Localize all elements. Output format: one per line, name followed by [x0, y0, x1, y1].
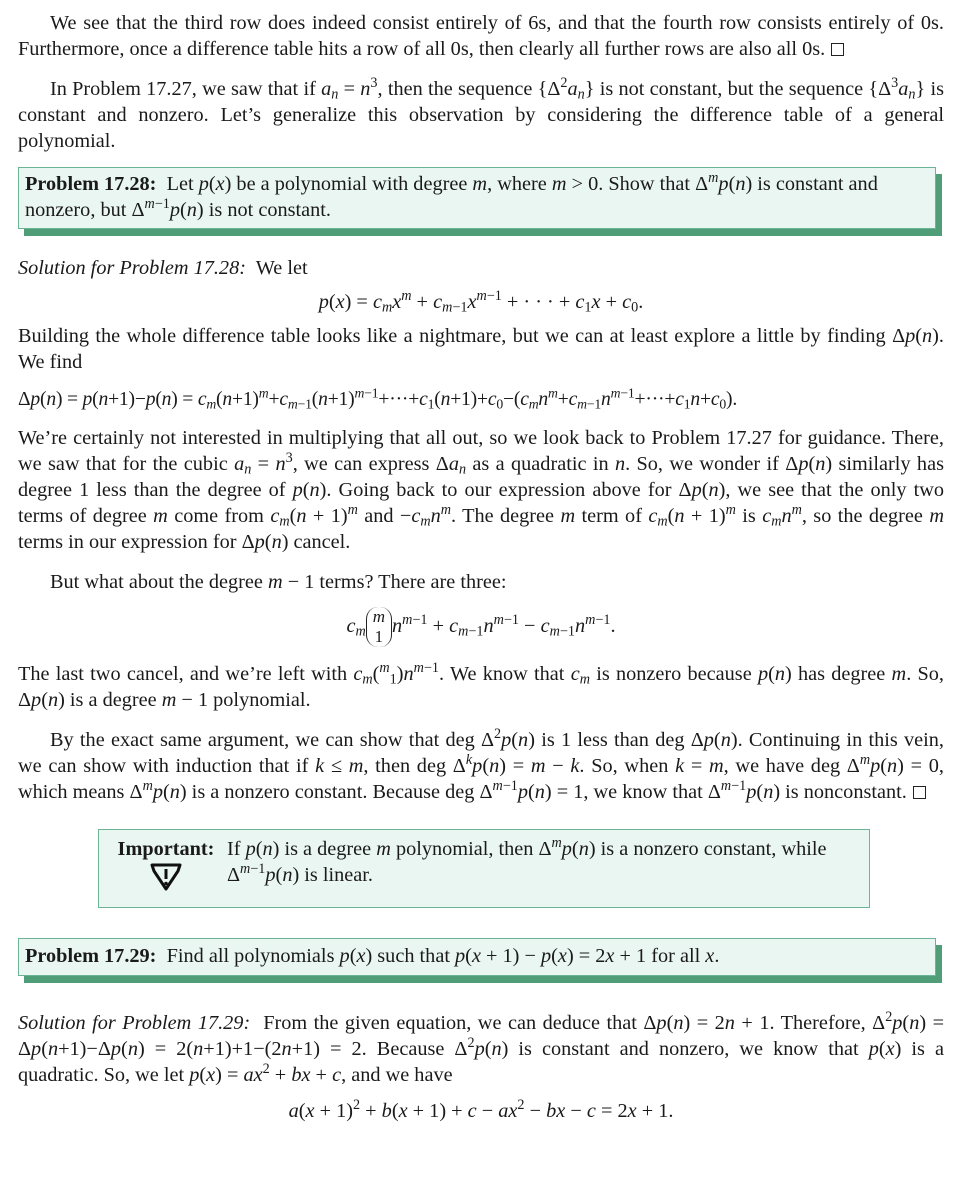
equation-part: $n^{m-1} + c_{m-1}n^{m-1} - c_{m-1}n^{m-1}$. — [392, 611, 616, 640]
qed-box-icon — [913, 786, 926, 799]
binom-bottom: 1 — [374, 627, 384, 646]
solution-intro — [18, 255, 944, 281]
paragraph-text: We see that the third row does indeed consist entirely of 6s, and that the fourth row consists entirely of 0s. Furthermore, once a difference table hits a row of all 0s, then clearly all further rows are also all 0s. — [18, 12, 944, 60]
solution-label: Solution for Problem 17.29: — [18, 1012, 251, 1034]
binom-top: m — [372, 607, 386, 626]
equation: $a(x + 1)^2 + b(x + 1) + c - ax^2$ − bx − c = 2x + 1. — [288, 1097, 674, 1122]
problem-label: Problem 17.29: — [25, 945, 157, 967]
important-label: Important: — [117, 838, 215, 860]
problem-text: Let p(x) be a polynomial with degree m, where m > 0. Show that $\Delta^mp(n)$ is constant and nonzero, but $\Delta^{m-1}p(n)$ is not constant. — [25, 170, 878, 221]
binomial — [366, 607, 392, 647]
problem-text: Find all polynomials p(x) such that p(x + 1) − p(x) = 2x + 1 for all x. — [166, 945, 720, 967]
problem-box-17-29 — [18, 938, 936, 976]
warning-shield-icon — [148, 862, 184, 892]
paragraph: The last two cancel, and we’re left with $c_m(^m_1)n^{m-1}$. We know that $c_m$ is nonzero because p(n) has degree m. So, Δp(n) is a degree m − 1 polynomial. — [18, 660, 944, 711]
paragraph: But what about the degree m − 1 terms? There are three: — [50, 571, 507, 593]
important-box — [98, 829, 870, 908]
problem-box-17-28 — [18, 167, 936, 229]
paragraph: In Problem 17.27, we saw that if $a_n = n^3$, then the sequence $\{\Delta^2a_n\}$ is not constant, but the sequence $\{\Delta^3a_n\}$ is constant and nonzero. Let’s generalize this observation by considering the difference table of a general polynomial. — [18, 75, 944, 152]
paragraph-text: By the exact same argument, we can show that deg $\Delta^2p(n)$ is 1 less than deg Δp(n). Continuing in this vein, we can show with induction that if k ≤ m, then deg $\Delta^kp(n) = m - k$. So, when k = m, we have deg $\Delta^mp(n) = 0$, which means $\Delta^mp(n)$ is a nonzero constant. Because deg $\Delta^{m-1}p(n) = 1$, we know that $\Delta^{m-1}p(n)$ is nonconstant. — [18, 726, 944, 803]
paragraph: We’re certainly not interested in multiplying that all out, so we look back to Problem 17.27 for guidance. There, we saw that for the cubic $a_n = n^3$, we can express $\Delta a_n$ as a quadratic in n. So, we wonder if Δp(n) similarly has degree 1 less than the degree of p(n). Going back to our expression above for Δp(n), we see that the only two terms of degree m come from $c_m(n + 1)^m$ and $-c_mn^m$. The degree m term of $c_m(n + 1)^m$ is $c_mn^m$, so the degree m terms in our expression for Δp(n) cancel. — [18, 427, 945, 553]
equation-part: $c_m$ — [346, 614, 366, 640]
paragraph — [18, 727, 944, 805]
equation — [18, 607, 944, 647]
important-label-col — [105, 836, 227, 899]
equation: $\Delta p(n) = p(n+1)-p(n) = c_m(n+1)^m+c_{m-1}(n+1)^{m-1}+\cdot\cdot\cdot+c_1(n+1)+c_0-(c_mn^m+c_{m-1}n^{m-1}+\cdot\cdot\cdot+c_1n+c_0)$. — [18, 385, 738, 412]
important-text: If p(n) is a degree m polynomial, then $\Delta^mp(n)$ is a nonzero constant, while $\Delta^{m-1}p(n)$ is linear. — [227, 835, 827, 886]
solution-label: Solution for Problem 17.28: — [18, 257, 246, 279]
solution-text: From the given equation, we can deduce that Δp(n) = 2n + 1. Therefore, $\Delta^2p(n) = \Delta p(n+1)-\Delta p(n) = 2(n+1)+1-(2n+1) = 2$. Because $\Delta^2p(n)$ is constant and nonzero, we know that p(x) is a quadratic. So, we let $p(x) = ax^2$ + bx + c, and we have — [18, 1009, 945, 1086]
paragraph: Building the whole difference table looks like a nightmare, but we can at least explore a little by finding Δp(n). We find — [18, 325, 944, 373]
qed-box-icon — [831, 43, 844, 56]
equation: $p(x) = c_mx^m + c_{m-1}x^{m-1}$ + · · · + $c_1x + c_0$. — [318, 288, 644, 316]
problem-label: Problem 17.28: — [25, 173, 157, 195]
paragraph — [18, 10, 944, 62]
solution-text: We let — [255, 257, 308, 279]
paragraph — [18, 1010, 944, 1088]
